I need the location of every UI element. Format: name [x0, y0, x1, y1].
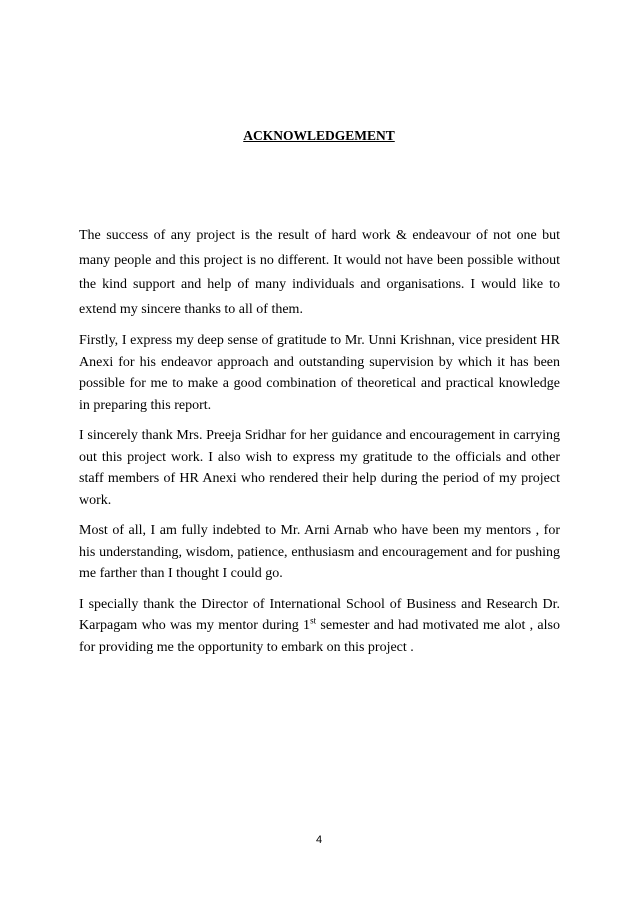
paragraph-5-text-a: I specially thank the Director of International School of Business and Research Dr. Karpagam who was my mentor during 1: [79, 596, 560, 633]
ordinal-superscript: st: [310, 615, 317, 626]
acknowledgement-body: [79, 224, 560, 667]
paragraph-5-text-b: semester and had motivated me alot , also for providing me the opportunity to embark on this project .: [79, 618, 560, 655]
paragraph-1: The success of any project is the result of hard work & endeavour of not one but many people and this project is no different. It would not have been possible without the kind support and help of many individuals and organisations. I would like to extend my sincere thanks to all of them.: [79, 228, 560, 317]
paragraph-5: [79, 594, 560, 659]
paragraph-4: Most of all, I am fully indebted to Mr. Arni Arnab who have been my mentors , for his understanding, wisdom, patience, enthusiasm and encouragement and for pushing me farther than I thought I could go.: [79, 523, 560, 581]
page-title: ACKNOWLEDGEMENT: [243, 128, 395, 143]
page-number: 4: [315, 834, 323, 846]
paragraph-3: I sincerely thank Mrs. Preeja Sridhar for her guidance and encouragement in carrying out this project work. I also wish to express my gratitude to the officials and other staff members of HR Anexi who rendered their help during the period of my project work.: [79, 428, 560, 508]
paragraph-2: Firstly, I express my deep sense of gratitude to Mr. Unni Krishnan, vice president HR Anexi for his endeavor approach and outstanding supervision by which it has been possible for me to make a good combination of theoretical and practical knowledge in preparing this report.: [79, 333, 560, 413]
